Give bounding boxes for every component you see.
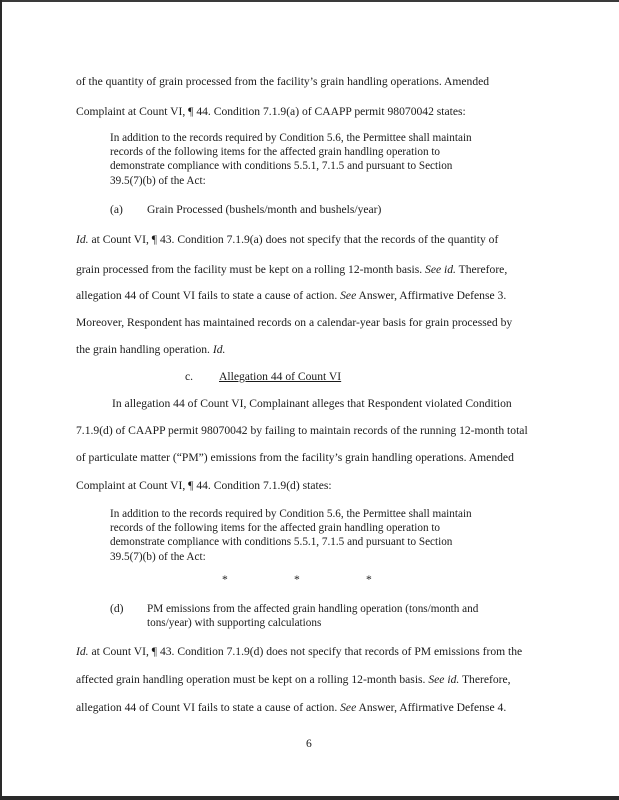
paragraph-line: of the quantity of grain processed from the facility’s grain handling operations. Amended: [76, 75, 490, 88]
block-quote: [110, 131, 472, 188]
quote-line: demonstrate compliance with conditions 5.5.1, 7.1.5 and pursuant to Section: [110, 160, 453, 173]
quote-item-text: Grain Processed (bushels/month and bushels/year): [147, 203, 382, 216]
citation: Id.: [76, 233, 89, 246]
paragraph-line: allegation 44 of Count VI fails to state a cause of action. See Answer, Affirmative Defense 3.: [76, 289, 507, 302]
scan-edge-top: [0, 0, 619, 2]
citation: See id.: [425, 263, 456, 276]
citation: Id.: [212, 343, 226, 356]
ellipsis-asterisk: *: [222, 573, 228, 586]
paragraph-line: Moreover, Respondent has maintained records on a calendar-year basis for grain processed by: [76, 316, 513, 329]
scan-edge-bottom: [0, 796, 619, 800]
quote-line: records of the following items for the affected grain handling operation to: [110, 522, 441, 535]
quote-line: demonstrate compliance with conditions 5.5.1, 7.1.5 and pursuant to Section: [110, 536, 453, 549]
quote-item-label: (d): [110, 602, 124, 615]
citation: See id.: [428, 673, 460, 686]
paragraph-line: Id. at Count VI, ¶ 43. Condition 7.1.9(a) does not specify that the records of the quantity of: [76, 233, 499, 246]
paragraph-line: the grain handling operation. Id.: [76, 343, 226, 356]
section-label: c.: [185, 370, 194, 383]
paragraph-line: Id. at Count VI, ¶ 43. Condition 7.1.9(d) does not specify that records of PM emissions from the: [76, 645, 523, 658]
citation: See: [340, 289, 357, 302]
citation: See: [340, 701, 357, 714]
citation: Id.: [76, 645, 89, 658]
quote-item-label: (a): [110, 203, 123, 216]
page-number: 6: [306, 737, 312, 750]
paragraph-line: of particulate matter (“PM”) emissions from the facility’s grain handling operations. Amended: [76, 451, 514, 464]
quote-line: 39.5(7)(b) of the Act:: [110, 550, 206, 563]
paragraph-line: Complaint at Count VI, ¶ 44. Condition 7.1.9(a) of CAAPP permit 98070042 states:: [76, 105, 466, 118]
paragraph-line: In allegation 44 of Count VI, Complainant alleges that Respondent violated Condition: [112, 397, 512, 410]
scan-edge-left: [0, 0, 2, 800]
quote-line: records of the following items for the affected grain handling operation to: [110, 146, 441, 159]
paragraph-line: 7.1.9(d) of CAAPP permit 98070042 by failing to maintain records of the running 12-month total: [76, 424, 528, 437]
paragraph-line: allegation 44 of Count VI fails to state a cause of action. See Answer, Affirmative Defense 4.: [76, 701, 507, 714]
ellipsis-asterisk: *: [294, 573, 300, 586]
section-heading: Allegation 44 of Count VI: [219, 370, 342, 383]
ellipsis-asterisk: *: [366, 573, 372, 586]
quote-line: In addition to the records required by Condition 5.6, the Permittee shall maintain: [110, 132, 472, 144]
paragraph-line: grain processed from the facility must be kept on a rolling 12-month basis. See id. Therefore,: [76, 263, 508, 276]
quote-line: 39.5(7)(b) of the Act:: [110, 174, 206, 187]
quote-item-text: PM emissions from the affected grain handling operation (tons/month and tons/year) with supporting calculations: [147, 603, 479, 630]
block-quote: [110, 507, 472, 564]
quote-line: In addition to the records required by Condition 5.6, the Permittee shall maintain: [110, 508, 472, 520]
paragraph-line: affected grain handling operation must be kept on a rolling 12-month basis. See id. Therefore,: [76, 673, 511, 686]
paragraph-line: Complaint at Count VI, ¶ 44. Condition 7.1.9(d) states:: [76, 479, 332, 492]
